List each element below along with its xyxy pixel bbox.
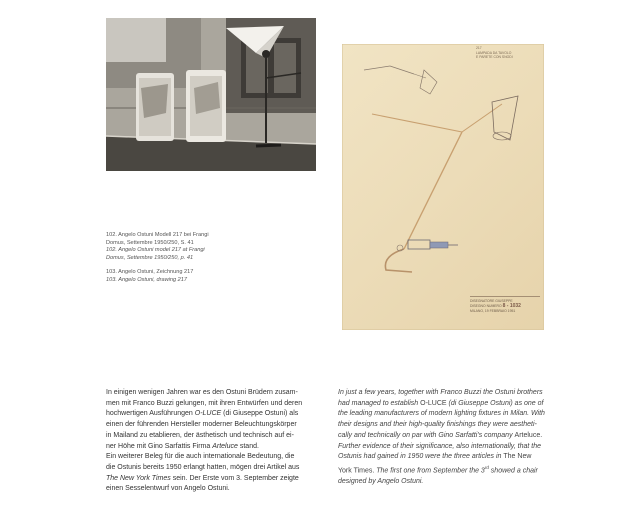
photo-model-217 <box>106 18 316 171</box>
en-line: cally and technically on par with Gino Sarfatti’s company Arteluce. <box>338 431 543 439</box>
newspaper-title: The New <box>503 453 532 461</box>
brand-o-luce: O-LUCE <box>420 399 447 407</box>
en-line: the leading manufacturers of modern lighting fixtures in Milan. With <box>338 410 545 418</box>
caption-102-en-2: Domus, Settembre 1950/250, p. 41 <box>106 254 194 261</box>
drawing-illustration <box>342 44 544 330</box>
en-line: York Times. The first one from September the 3rd showed a chair <box>338 464 538 475</box>
caption-103-en: 103. Angelo Ostuni, drawing 217 <box>106 276 187 283</box>
brand-arteluce: Arteluce <box>212 442 238 450</box>
caption-102-en-1: 102. Angelo Ostuni model 217 at Frangi <box>106 247 205 254</box>
de-line: einen Sesselentwurf von Angelo Ostuni. <box>106 485 230 493</box>
drawing-info-stamp <box>470 296 540 322</box>
de-line: in Mailand zu etablieren, der ästhetisch und technisch auf ei- <box>106 431 294 439</box>
de-line: The New York Times sein. Der Erste vom 3. September zeigte <box>106 474 299 482</box>
drawing-title-stamp <box>476 46 540 60</box>
stamp-code-label: DISEGNO NUMERO <box>470 303 502 308</box>
caption-102-de-2: Domus, Settembre 1950/250, S. 41 <box>106 239 194 246</box>
de-line: einen der führenden Hersteller moderner Beleuchtungskörper <box>106 421 297 429</box>
caption-103-de: 103. Angelo Ostuni, Zeichnung 217 <box>106 269 194 276</box>
drawing-217 <box>342 44 544 330</box>
de-line: In einigen wenigen Jahren war es den Ostuni Brüdern zusam- <box>106 389 298 396</box>
body-text-english <box>338 388 554 488</box>
stamp-date: MILANO, 19 FEBBRAIO 1951 <box>470 308 516 313</box>
body-text-german <box>106 388 322 495</box>
brand-o-luce: O-LUCE <box>194 410 222 418</box>
en-line: had managed to establish O-LUCE (di Giuseppe Ostuni) as one of <box>338 399 544 407</box>
stamp-line-2: E PARETE CON SNODI <box>476 55 513 60</box>
stamp-designer: DISEGNATORE GIUSEPPE <box>470 299 513 303</box>
figure-captions <box>106 232 336 285</box>
en-line: Ostunis had gained in 1950 were the three articles in The New <box>338 453 532 461</box>
brand-arteluce: Arteluce. <box>514 431 543 439</box>
de-line: men mit Franco Buzzi gelungen, mit ihren Entwürfen und deren <box>106 399 303 407</box>
en-line: Further evidence of their significance, also internationally, that the <box>338 442 541 450</box>
caption-102-de-1: 102. Angelo Ostuni Modell 217 bei Frangi <box>106 232 209 238</box>
stamp-code-value: 8 - 1032 <box>502 302 521 309</box>
photo-illustration <box>106 18 316 171</box>
en-line: their designs and their high-quality finishings they were aestheti- <box>338 421 537 429</box>
en-line: designed by Angelo Ostuni. <box>338 477 424 485</box>
de-line: hochwertigen Ausführungen O-LUCE (di Giuseppe Ostuni) als <box>106 410 299 418</box>
newspaper-title: The New York Times <box>106 474 171 482</box>
stamp-line-1: LAMPADA DA TAVOLO <box>476 50 512 55</box>
de-line: Ein weiterer Beleg für die auch internationale Bedeutung, die <box>106 453 295 461</box>
en-line: In just a few years, together with Franco Buzzi the Ostuni brothers <box>338 389 543 396</box>
stamp-number: 217 <box>476 46 482 50</box>
newspaper-title: York Times. <box>338 467 375 475</box>
de-line: die Ostunis bereits 1950 erlangt hatten, mögen drei Artikel aus <box>106 463 300 471</box>
de-line: ner Höhe mit Gino Sarfattis Firma Arteluce stand. <box>106 442 259 450</box>
